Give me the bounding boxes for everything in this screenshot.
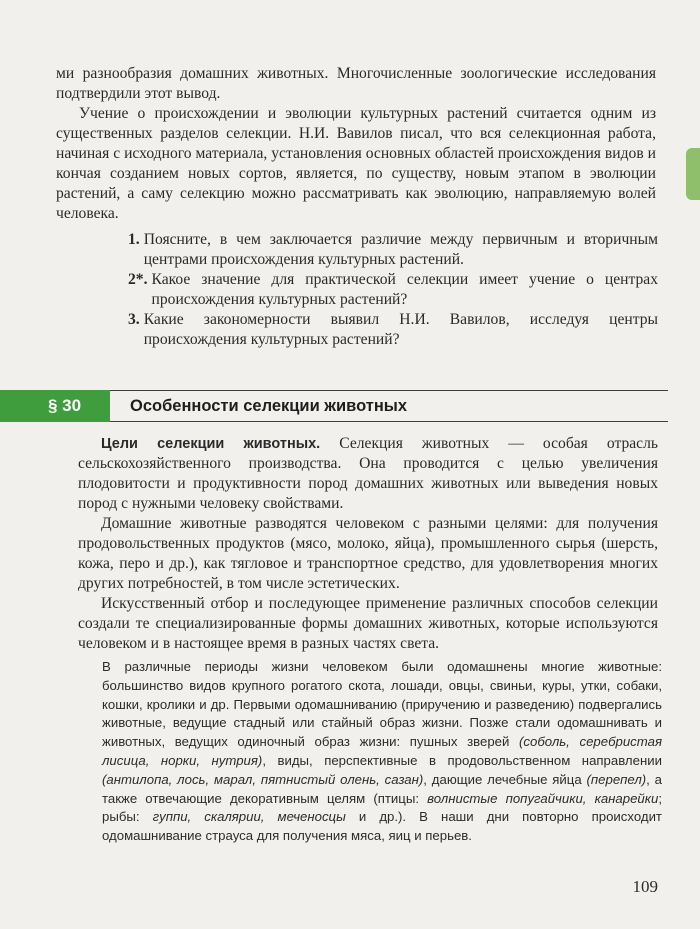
- intro-paragraph-2: Учение о происхождении и эволюции культурных растений считается одним из существенных разделов селекции. Н.И. Вавилов писал, что вся селекционная работа, начиная с исходного материала, установления основных областей происхождения видов и кончая созданием новых сортов, является, по существу, новым этапом в эволюции растений, а саму селекцию можно рассматривать как эволюцию, направляемую волей человека.: [56, 105, 656, 222]
- intro-text: [56, 64, 656, 224]
- page-edge-tab: [686, 148, 700, 200]
- body-paragraph-1-text: Селекция животных — особая отрасль сельскохозяйственного производства. Она проводится с целью увеличения плодовитости и продуктивности пород домашних животных или выведения новых пород с нужными человеку свойствами.: [78, 435, 658, 512]
- small-text-italic: волнистые попугайчики, канарейки: [427, 790, 659, 806]
- question-number: 2*.: [128, 271, 148, 288]
- small-text-italic: (перепел): [586, 771, 647, 787]
- paragraph-lead-heading: Цели селекции животных.: [101, 436, 321, 452]
- question-text: Какое значение для практической селекции имеет учение о центрах происхождения культурных растений?: [151, 271, 658, 308]
- small-text-italic: (антилопа, лось, марал, пятнистый олень, сазан): [102, 771, 424, 787]
- question-item: [128, 230, 658, 270]
- question-number: 1.: [128, 231, 140, 248]
- small-text-part: В различные периоды жизни человеком были одомашнены многие животные: большинство видов крупного рогатого скота, лошади, овцы, свиньи, куры, утки, собаки, кошки, кролики и др. Первыми одомашниванию (приручению и разведению) подвергались животные, ведущие стадный или стайный образ жизни. Позже стали одомашнивать и животных, ведущих одиночный образ жизни: пушных зверей: [102, 659, 662, 750]
- question-item: [128, 270, 658, 310]
- section-header: [0, 390, 668, 422]
- section-rule-bottom: [110, 421, 668, 422]
- supplementary-text: [102, 658, 662, 846]
- small-text-part: ; рыбы:: [102, 790, 662, 825]
- question-item: [128, 310, 658, 350]
- question-text: Какие закономерности выявил Н.И. Вавилов, исследуя центры происхождения культурных растений?: [143, 311, 658, 348]
- body-paragraph-1: [78, 434, 658, 514]
- review-questions: [128, 230, 658, 350]
- section-title: Особенности селекции животных: [130, 397, 408, 415]
- small-text-part: , а также отвечающие декоративным целям (птицы:: [102, 771, 662, 806]
- small-text-part: и др.). В наши дни повторно происходит одомашнивание страуса для получения мяса, яиц и перьев.: [102, 809, 662, 844]
- small-text-part: , дающие лечебные яйца: [423, 771, 587, 787]
- question-text: Поясните, в чем заключается различие между первичным и вторичным центрами происхождения культурных растений.: [143, 231, 658, 268]
- intro-paragraph-1: ми разнообразия домашних животных. Многочисленные зоологические исследования подтвердили этот вывод.: [56, 65, 656, 102]
- small-text-italic: гуппи, скалярии, меченосцы: [152, 809, 346, 825]
- small-text-italic: (соболь, серебристая лисица, норки, нутрия): [102, 734, 662, 768]
- body-paragraph-2: Домашние животные разводятся человеком с разными целями: для получения продовольственных продуктов (мясо, молоко, яйца), промышленного сырья (шерсть, кожа, перо и др.), как тягловое и транспортное средство, для удовлетворения многих других потребностей, в том числе эстетических.: [78, 515, 658, 592]
- body-paragraph-3: Искусственный отбор и последующее применение различных способов селекции создали те специализированные формы домашних животных, которые используются человеком и в настоящее время в разных частях света.: [78, 595, 658, 652]
- page-number: 109: [632, 877, 658, 896]
- question-number: 3.: [128, 311, 140, 328]
- section-number: § 30: [0, 390, 110, 422]
- small-text-part: , виды, перспективные в продовольственном направлении: [262, 752, 662, 768]
- section-body: [78, 434, 658, 654]
